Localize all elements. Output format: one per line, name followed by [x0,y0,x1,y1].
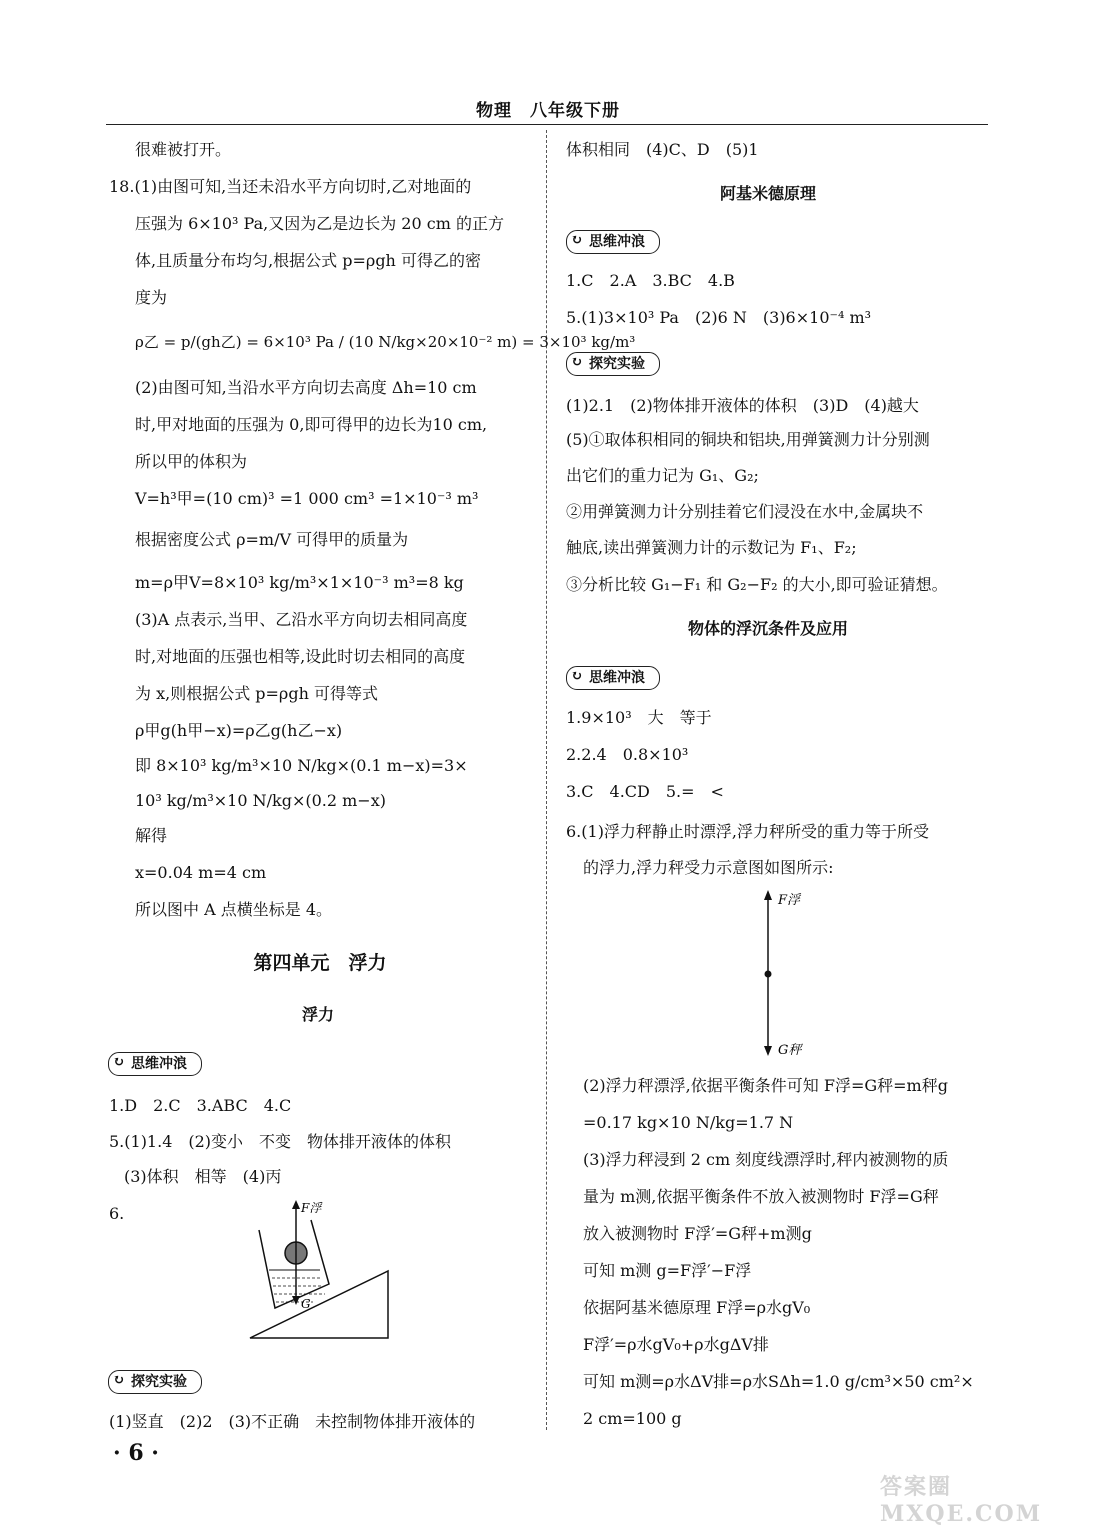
curved-arrow-icon: ↻ [571,354,583,370]
left-line: 18.(1)由图可知,当还未沿水平方向切时,乙对地面的 [109,177,472,196]
answer-line: 可知 m测=ρ水ΔV排=ρ水SΔh=1.0 g/cm³×50 cm²× [583,1372,974,1391]
right-line: 体积相同 (4)C、D (5)1 [566,140,759,159]
curved-arrow-icon: ↻ [571,668,583,684]
left-line: (2)由图可知,当沿水平方向切去高度 Δh=10 cm [135,378,477,397]
answer-line: ②用弹簧测力计分别挂着它们浸没在水中,金属块不 [566,502,924,521]
gravity-label: G [301,1297,311,1311]
left-line: 根据密度公式 ρ=m/V 可得甲的质量为 [135,530,409,549]
answer-line: 2 cm=100 g [583,1409,682,1428]
buoyancy-arrowhead [292,1200,300,1209]
left-line: x=0.04 m=4 cm [135,863,267,882]
answer-line: 的浮力,浮力秤受力示意图如图所示: [583,858,834,877]
tag-swcl: ↻ 思维冲浪 [108,1052,202,1076]
answer-line: (3)浮力秤浸到 2 cm 刻度线漂浮时,秤内被测物的质 [583,1150,949,1169]
answer-line: F浮′=ρ水gV₀+ρ水gΔV排 [583,1335,769,1354]
incline-slope [250,1271,388,1338]
curved-arrow-icon: ↻ [571,232,583,248]
left-line: 体,且质量分布均匀,根据公式 p=ρgh 可得乙的密 [135,251,481,270]
tag-tjsy: ↻ 探究实验 [566,352,660,376]
left-line: 所以图中 A 点横坐标是 4。 [135,900,332,919]
gravity-label: G秤 [778,1043,802,1058]
answer-line: (1)2.1 (2)物体排开液体的体积 (3)D (4)越大 [566,396,919,415]
left-line: V=h³甲=(10 cm)³ =1 000 cm³ =1×10⁻³ m³ [135,489,479,508]
answer-line: 触底,读出弹簧测力计的示数记为 F₁、F₂; [566,538,857,557]
left-line: ρ甲g(h甲−x)=ρ乙g(h乙−x) [135,721,343,740]
answer-line: 依据阿基米德原理 F浮=ρ水gV₀ [583,1298,811,1317]
answer-line: 1.C 2.A 3.BC 4.B [566,271,735,290]
tag-tjsy: ↻ 探究实验 [108,1370,202,1394]
answer-line: 5.(1)1.4 (2)变小 不变 物体排开液体的体积 [109,1132,452,1151]
answer-line: (5)①取体积相同的铜块和铝块,用弹簧测力计分别测 [566,430,930,449]
left-line: 时,对地面的压强也相等,设此时切去相同的高度 [135,647,466,666]
answer-line: 6.(1)浮力秤静止时漂浮,浮力秤所受的重力等于所受 [566,822,930,841]
answer-line: 6. [109,1204,125,1223]
header-rule [106,124,988,125]
left-line: 10³ kg/m³×10 N/kg×(0.2 m−x) [135,791,386,810]
section-title: 阿基米德原理 [719,184,816,203]
answer-line: 放入被测物时 F浮′=G秤+m测g [583,1224,812,1243]
left-line: (3)A 点表示,当甲、乙沿水平方向切去相同高度 [135,610,468,629]
curved-arrow-icon: ↻ [113,1054,125,1070]
answer-line: 1.D 2.C 3.ABC 4.C [109,1096,292,1115]
answer-line: 2.2.4 0.8×10³ [566,745,689,764]
answer-line: 3.C 4.CD 5.= < [566,782,724,801]
left-line: m=ρ甲V=8×10³ kg/m³×1×10⁻³ m³=8 kg [135,573,464,592]
answer-line: (1)竖直 (2)2 (3)不正确 未控制物体排开液体的 [109,1412,476,1431]
watermark: 答案圈 MXQE.COM [880,1474,1043,1527]
answer-line: 出它们的重力记为 G₁、G₂; [566,466,759,485]
answer-line: 1.9×10³ 大 等于 [566,708,712,727]
page-header: 物理 八年级下册 [476,101,620,121]
column-divider [546,130,547,1430]
page-number: · 6 · [113,1440,159,1466]
left-line: 即 8×10³ kg/m³×10 N/kg×(0.1 m−x)=3× [135,756,468,775]
answer-line: (2)浮力秤漂浮,依据平衡条件可知 F浮=G秤=m秤g [583,1076,948,1095]
center-point [765,971,772,978]
left-line: 所以甲的体积为 [135,452,248,471]
answer-line: ③分析比较 G₁−F₁ 和 G₂−F₂ 的大小,即可验证猜想。 [566,575,948,594]
scale-force-diagram [740,886,820,1061]
tag-swcl: ↻ 思维冲浪 [566,230,660,254]
unit-title: 第四单元 浮力 [253,952,387,974]
left-line: 很难被打开。 [135,140,232,159]
section-title: 浮力 [301,1005,334,1024]
answer-line: 5.(1)3×10³ Pa (2)6 N (3)6×10⁻⁴ m³ [566,308,872,327]
density-formula: ρ乙 = p/(gh乙) = 6×10³ Pa / (10 N/kg×20×10⁻² m) = 3×10³ kg/m³ [135,333,636,351]
buoyancy-label: F浮 [778,893,801,908]
buoyancy-label: F浮 [301,1201,322,1215]
answer-line: (3)体积 相等 (4)丙 [124,1167,282,1186]
answer-line: 量为 m测,依据平衡条件不放入被测物时 F浮=G秤 [583,1187,939,1206]
left-line: 时,甲对地面的压强为 0,即可得甲的边长为10 cm, [135,415,488,434]
left-line: 压强为 6×10³ Pa,又因为乙是边长为 20 cm 的正方 [135,214,504,233]
gravity-arrowhead [764,1046,772,1056]
curved-arrow-icon: ↻ [113,1372,125,1388]
answer-line: =0.17 kg×10 N/kg=1.7 N [583,1113,794,1132]
section-title: 物体的浮沉条件及应用 [687,619,848,638]
left-line: 为 x,则根据公式 p=ρgh 可得等式 [135,684,378,703]
buoyancy-arrowhead [764,890,772,900]
answer-line: 可知 m测 g=F浮′−F浮 [583,1261,752,1280]
buoyancy-incline-diagram [245,1196,395,1346]
left-line: 度为 [135,288,168,307]
tag-swcl: ↻ 思维冲浪 [566,666,660,690]
left-line: 解得 [135,826,168,845]
